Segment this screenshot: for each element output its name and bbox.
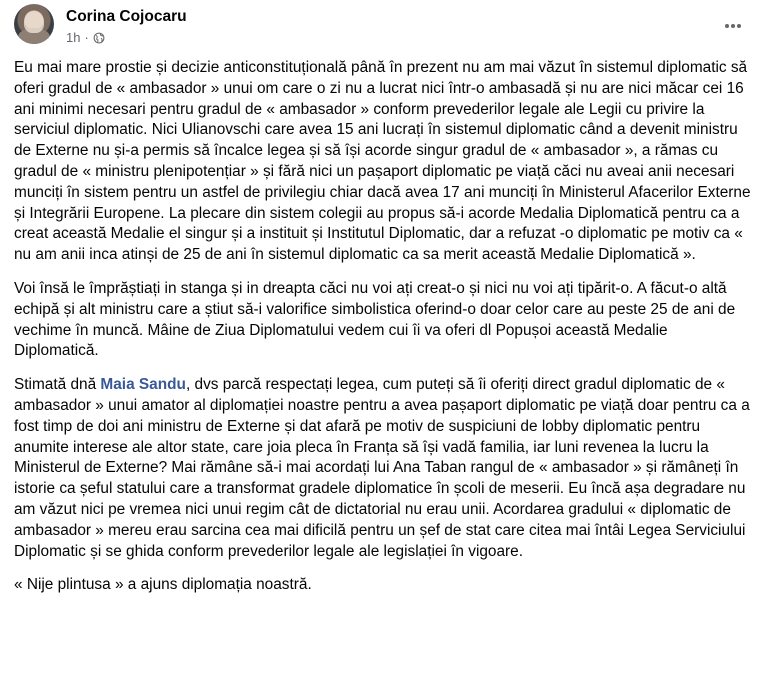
more-options-icon <box>723 16 743 36</box>
more-options-button[interactable] <box>717 10 749 42</box>
author-name[interactable]: Corina Cojocaru <box>66 8 187 25</box>
post-paragraph-4: « Nije plintusa » a ajuns diplomația noastră. <box>14 576 312 594</box>
meta-separator: · <box>84 30 89 45</box>
post-header <box>14 4 749 48</box>
paragraph-3-intro: Stimată dnă <box>14 376 101 394</box>
paragraph-3-text: , dvs parcă respectați legea, cum puteți să îi oferiți direct gradul diplomatic de « ambasador » unui amator al diplomației noastre pentru a avea pașaport diplomatic pe viață doar pentru ca a fost timp de doi ani ministru de Externe și dat afară pe motiv de suspiciuni de lobby diplomatic pentru anumite interese ale altor state, care joia pleca în Franța să își vadă familia, iar luni revenea la lucru la Ministerul de Externe? Mai rămâne să-i mai acordați lui Ana Taban rangul de « ambasador » și rămâneți în istorie ca șeful statului care a transformat gradele diplomatice în școli de meserii. Eu încă așa degradare nu am văzut nici pe vremea nici unui regim cât de dictatorial nu erau unii. Acordarea gradului « diplomatic de ambasador » mereu erau sarcina cea mai dificilă pentru un șef de stat care citea mai întâi Legea Serviciului Diplomatic și se ghida conform prevederilor legale ale legislației în vigoare. <box>14 376 750 560</box>
post-paragraph-3 <box>14 375 752 562</box>
post-meta <box>66 30 105 45</box>
post-paragraph-2: Voi însă le împrăștiați in stanga și in dreapta căci nu voi ați creat-o și nici nu voi ați tipărit-o. A făcut-o altă echipă și alt ministru care a știut să-i valorifice simbolistica oferind-o doar celor care au peste 25 de ani de vechime în muncă. Mâine de Ziua Diplomatului vedem cui îi va oferi dl Popușoi această Medalie Diplomatică. <box>14 279 736 360</box>
mention-link[interactable]: Maia Sandu <box>100 376 186 394</box>
avatar-photo-face <box>24 11 44 33</box>
avatar[interactable] <box>14 4 54 44</box>
post-time[interactable]: 1h <box>66 30 81 45</box>
globe-icon[interactable] <box>93 32 105 44</box>
post-body <box>14 58 752 609</box>
post-paragraph-1: Eu mai mare prostie și decizie anticonstituțională până în prezent nu am mai văzut în sistemul diplomatic să oferi gradul de « ambasador » unui om care o zi nu a lucrat nici într-o ambasadă și nu are nici măcar cei 16 ani minimi necesari pentru gradul de « ambasador » conform prevederilor legale ale Legii cu privire la serviciul diplomatic. Nici Ulianovschi care avea 15 ani lucrați în sistemul diplomatic când a devenit ministru de Externe nu și-a permis să încalce legea și să își acorde singur gradul de « ambasador », a rămas cu gradul de « ministru plenipotențiar » și fără nici un pașaport diplomatic pe viață căci nu aveai anii necesari munciți în sistem pentru un astfel de privilegiu chiar dacă avea 17 ani munciți în Ministerul Afacerilor Externe și Integrării Europene. La plecare din sistem colegii au propus să-i acorde Medalia Diplomatică pentru ca a creat această Medalie el singur și a instituit și Institutul Diplomatic, dar a refuzat -o diplomatic pe motiv ca « nu am anii inca atinși de 25 de ani în sistemul diplomatic ca sa merit această Medalie Diplomatică ». <box>14 59 751 264</box>
